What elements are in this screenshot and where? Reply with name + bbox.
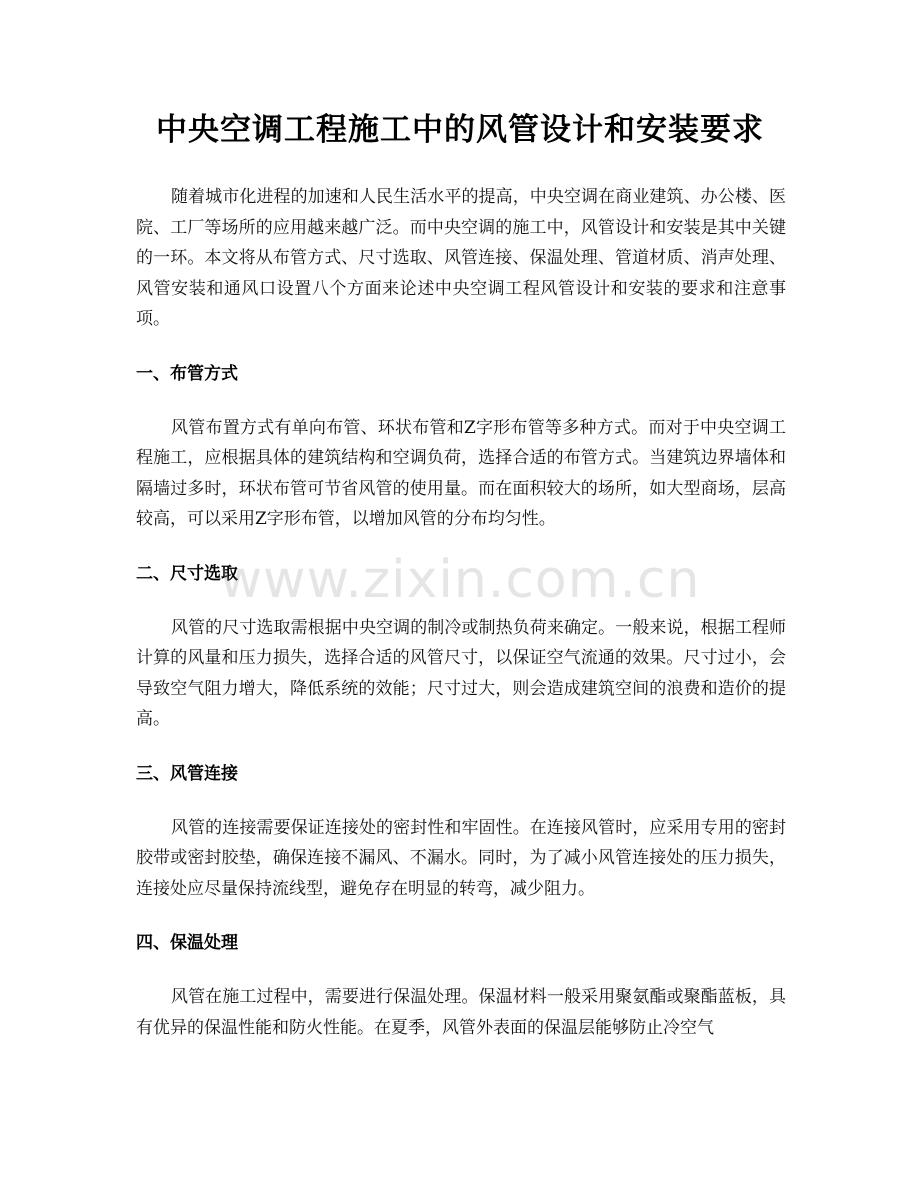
spacer <box>136 904 786 928</box>
watermark-text: www.zixin.com.cn <box>219 550 701 610</box>
section-layout <box>136 359 786 535</box>
section-paragraph: 风管在施工过程中，需要进行保温处理。保温材料一般采用聚氨酯或聚酯蓝板，具有优异的保温性能和防火性能。在夏季，风管外表面的保温层能够防止冷空气 <box>136 987 786 1038</box>
section-heading: 三、风管连接 <box>136 763 238 784</box>
spacer <box>136 389 786 413</box>
section-heading: 二、尺寸选取 <box>136 563 238 584</box>
section-insulation <box>136 928 786 1043</box>
spacer <box>136 735 786 759</box>
section-heading: 一、布管方式 <box>136 363 238 384</box>
spacer <box>136 789 786 813</box>
document-body <box>136 182 786 1043</box>
section-paragraph: 风管的连接需要保证连接处的密封性和牢固性。在连接风管时，应采用专用的密封胶带或密封胶垫，确保连接不漏风、不漏水。同时，为了减小风管连接处的压力损失，连接处应尽量保持流线型，避免存在明显的转弯，减少阻力。 <box>136 817 786 899</box>
spacer <box>136 958 786 982</box>
page-title: 中央空调工程施工中的风管设计和安装要求 <box>156 112 764 148</box>
section-heading: 四、保温处理 <box>136 933 238 953</box>
section-paragraph: 风管布置方式有单向布管、环状布管和Z字形布管等多种方式。而对于中央空调工程施工，应根据具体的建筑结构和空调负荷，选择合适的布管方式。当建筑边界墙体和隔墙过多时，环状布管可节省风管的使用量。而在面积较大的场所，如大型商场，层高较高，可以采用Z字形布管，以增加风管的分布均匀性。 <box>136 417 786 529</box>
intro-paragraph: 随着城市化进程的加速和人民生活水平的提高，中央空调在商业建筑、办公楼、医院、工厂等场所的应用越来越广泛。而中央空调的施工中，风管设计和安装是其中关键的一环。本文将从布管方式、尺寸选取、风管连接、保温处理、管道材质、消声处理、风管安装和通风口设置八个方面来论述中央空调工程风管设计和安装的要求和注意事项。 <box>136 187 786 329</box>
spacer <box>136 535 786 559</box>
spacer <box>136 589 786 613</box>
section-paragraph: 风管的尺寸选取需根据中央空调的制冷或制热负荷来确定。一般来说，根据工程师计算的风量和压力损失，选择合适的风管尺寸，以保证空气流通的效果。尺寸过小，会导致空气阻力增大，降低系统的效能；尺寸过大，则会造成建筑空间的浪费和造价的提高。 <box>136 617 786 729</box>
section-size <box>136 559 786 735</box>
section-connection <box>136 759 786 905</box>
spacer <box>136 335 786 359</box>
